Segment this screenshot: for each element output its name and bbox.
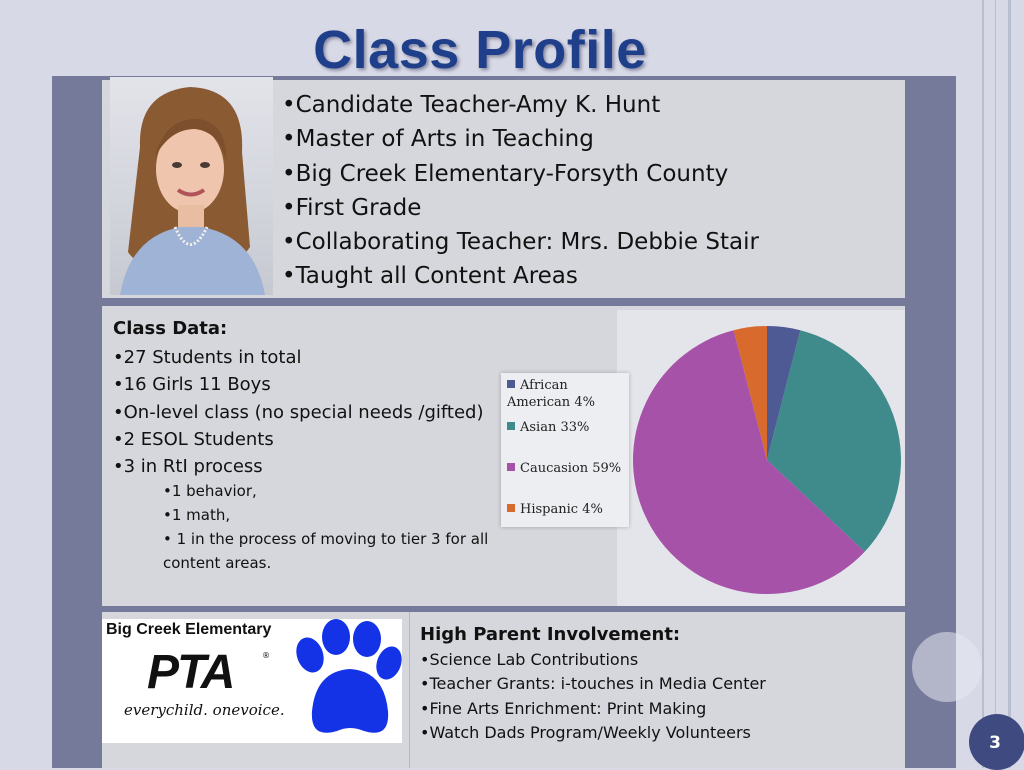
legend-entry — [507, 377, 629, 411]
decor-line — [1008, 0, 1011, 768]
list-item: •Big Creek Elementary-Forsyth County — [282, 160, 729, 187]
sub-list-item: •1 math, — [163, 506, 231, 525]
legend-label: Hispanic 4% — [520, 502, 603, 517]
list-item: •First Grade — [282, 194, 422, 221]
list-item: •On-level class (no special needs /gifted) — [113, 401, 484, 423]
list-item: •Taught all Content Areas — [282, 263, 578, 290]
logo-pta-text: PTA — [147, 646, 234, 699]
list-item: •Master of Arts in Teaching — [282, 126, 594, 153]
pta-logo — [102, 619, 402, 743]
logo-school-name: Big Creek Elementary — [106, 621, 272, 638]
pie-chart-area — [617, 310, 905, 606]
list-item: •3 in RtI process — [113, 456, 263, 478]
teacher-info-list — [282, 88, 759, 294]
class-data-text — [113, 314, 493, 576]
legend-swatch — [507, 380, 515, 388]
sub-list-item: • 1 in the process of moving to tier 3 for all content areas. — [163, 530, 489, 572]
page-number-badge — [969, 714, 1024, 770]
legend-entry — [507, 460, 629, 477]
list-item: •Science Lab Contributions — [420, 650, 639, 669]
legend-entry — [507, 501, 629, 518]
legend-swatch — [507, 504, 515, 512]
list-item: •2 ESOL Students — [113, 428, 274, 450]
pie-chart — [617, 310, 905, 606]
list-item: •Candidate Teacher-Amy K. Hunt — [282, 92, 661, 118]
chart-legend — [501, 373, 629, 527]
teacher-photo — [110, 77, 273, 295]
list-item: •27 Students in total — [113, 347, 302, 368]
legend-swatch — [507, 422, 515, 430]
divider — [409, 612, 410, 768]
list-item: •Fine Arts Enrichment: Print Making — [420, 698, 707, 718]
sub-list-item: •1 behavior, — [163, 482, 257, 501]
slide-title: Class Profile — [313, 20, 647, 80]
decor-line — [982, 0, 984, 768]
parent-involvement-text — [420, 622, 766, 745]
registered-mark: ® — [262, 651, 270, 660]
decor-line — [995, 0, 996, 768]
legend-label: Caucasion 59% — [520, 461, 622, 476]
list-item: •Collaborating Teacher: Mrs. Debbie Stair — [282, 229, 759, 256]
legend-swatch — [507, 463, 515, 471]
logo-tagline: everychild. onevoice. — [124, 701, 285, 719]
list-item: •Watch Dads Program/Weekly Volunteers — [420, 722, 751, 742]
legend-label: Asian 33% — [520, 420, 590, 435]
decor-circle — [912, 632, 982, 702]
legend-entry — [507, 419, 629, 436]
list-item: •Teacher Grants: i-touches in Media Center — [420, 674, 766, 694]
list-item: •16 Girls 11 Boys — [113, 374, 271, 396]
paw-print-icon — [292, 619, 402, 743]
page-number: 3 — [989, 733, 1001, 753]
parent-heading: High Parent Involvement: — [420, 624, 681, 645]
legend-label: African American 4% — [507, 378, 595, 410]
class-data-heading: Class Data: — [113, 318, 228, 339]
